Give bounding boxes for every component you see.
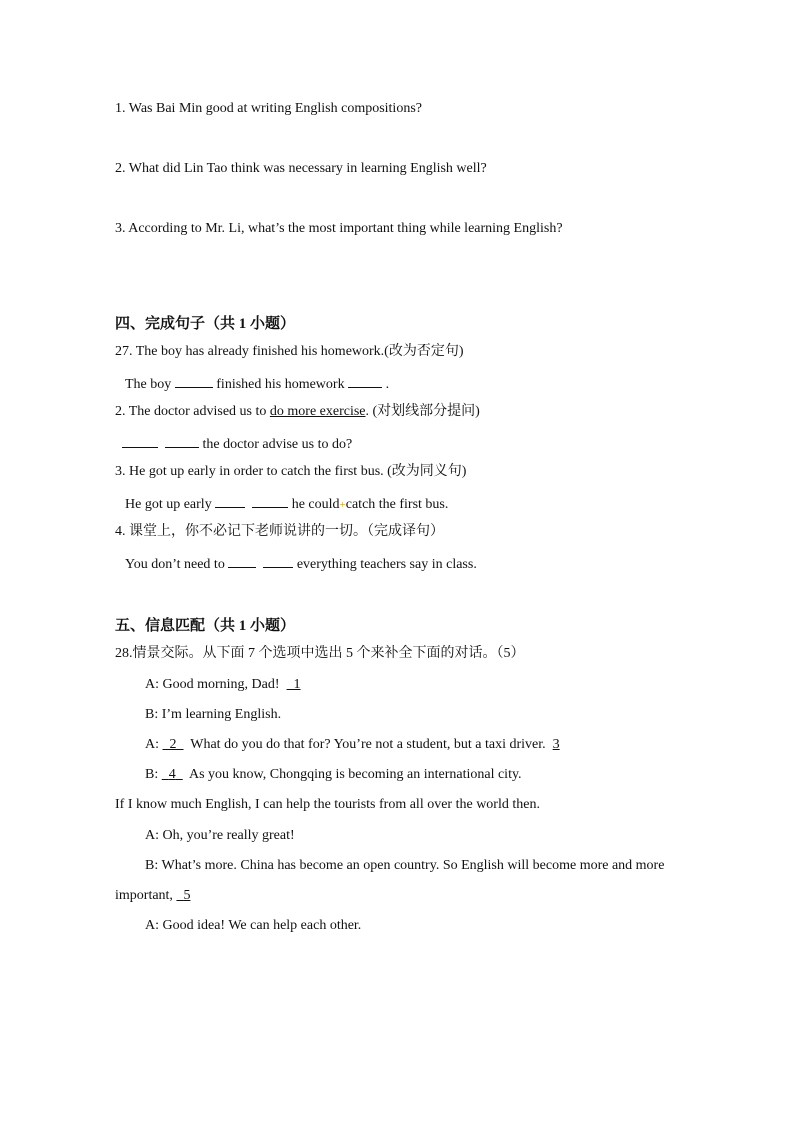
dialogue-blank-5-number: 5	[183, 888, 191, 903]
reading-question-3: 3. According to Mr. Li, what’s the most important thing while learning English?	[115, 221, 563, 236]
q2-prompt-text-a: 2. The doctor advised us to	[115, 404, 270, 419]
dialogue-line-3-speaker: A:	[145, 737, 159, 752]
q3-prompt: 3. He got up early in order to catch the first bus. (改为同义句)	[115, 464, 467, 479]
reading-question-1: 1. Was Bai Min good at writing English compositions?	[115, 101, 422, 116]
answer-blank[interactable]	[228, 553, 256, 568]
dialogue-line-8	[115, 887, 190, 905]
dialogue-blank-5	[176, 888, 190, 903]
dialogue-line-5: If I know much English, I can help the tourists from all over the world then.	[115, 797, 540, 812]
q4-prompt: 4. 课堂上，你不必记下老师说讲的一切。（完成译句）	[115, 524, 444, 539]
q4-answer-line	[125, 553, 477, 574]
answer-blank[interactable]	[122, 433, 158, 448]
dialogue-blank-1	[287, 677, 301, 692]
q2-answer-text: the doctor advise us to do?	[202, 437, 353, 452]
dialogue-line-9: A: Good idea! We can help each other.	[145, 918, 362, 933]
answer-blank[interactable]	[348, 373, 382, 388]
dialogue-line-4-text: As you know, Chongqing is becoming an international city.	[188, 767, 522, 782]
dialogue-line-3	[145, 736, 560, 754]
q27-answer-line	[125, 373, 389, 394]
text-cursor-icon: +	[339, 499, 346, 511]
q27-answer-text-c: .	[385, 377, 390, 392]
q3-answer-line	[125, 493, 448, 514]
section-5-heading: 五、信息匹配（共 1 小题）	[115, 618, 296, 634]
dialogue-line-6: A: Oh, you’re really great!	[145, 828, 295, 843]
dialogue-blank-4	[162, 767, 183, 782]
dialogue-blank-4-number: 4	[168, 767, 176, 782]
q2-prompt-text-b: . (对划线部分提问)	[365, 404, 480, 419]
dialogue-line-7: B: What’s more. China has become an open country. So English will become more and more	[145, 858, 665, 873]
answer-blank[interactable]	[165, 433, 199, 448]
dialogue-blank-1-number: 1	[293, 677, 301, 692]
q27-answer-text-b: finished his homework	[216, 377, 345, 392]
dialogue-blank-2	[163, 737, 184, 752]
q2-prompt-underlined: do more exercise	[269, 404, 366, 419]
answer-blank[interactable]	[215, 493, 245, 508]
dialogue-line-1	[145, 676, 301, 694]
q2-answer-line	[122, 433, 352, 454]
q3-answer-text-b: he could	[291, 497, 340, 512]
dialogue-line-8-text: important,	[115, 888, 173, 903]
q27-prompt: 27. The boy has already finished his homework.(改为否定句)	[115, 344, 464, 359]
dialogue-blank-3: 3	[552, 737, 560, 752]
dialogue-line-4-speaker: B:	[145, 767, 159, 782]
answer-blank[interactable]	[175, 373, 213, 388]
answer-blank[interactable]	[252, 493, 288, 508]
q4-answer-text-a: You don’t need to	[125, 557, 225, 572]
dialogue-line-2: B: I’m learning English.	[145, 707, 282, 722]
q3-answer-text-a: He got up early	[125, 497, 212, 512]
q27-answer-text-a: The boy	[125, 377, 172, 392]
q2-prompt	[115, 403, 480, 421]
answer-blank[interactable]	[263, 553, 293, 568]
dialogue-line-4	[145, 766, 522, 784]
q28-intro: 28.情景交际。从下面 7 个选项中选出 5 个来补全下面的对话。（5）	[115, 646, 525, 661]
dialogue-line-3-text: What do you do that for? You’re not a student, but a taxi driver.	[190, 737, 546, 752]
section-4-heading: 四、完成句子（共 1 小题）	[115, 316, 296, 332]
dialogue-line-1-text: A: Good morning, Dad!	[145, 677, 280, 692]
reading-question-2: 2. What did Lin Tao think was necessary in learning English well?	[115, 161, 487, 176]
dialogue-blank-2-number: 2	[169, 737, 177, 752]
q3-answer-text-c: catch the first bus.	[345, 497, 449, 512]
q4-answer-text-b: everything teachers say in class.	[296, 557, 477, 572]
